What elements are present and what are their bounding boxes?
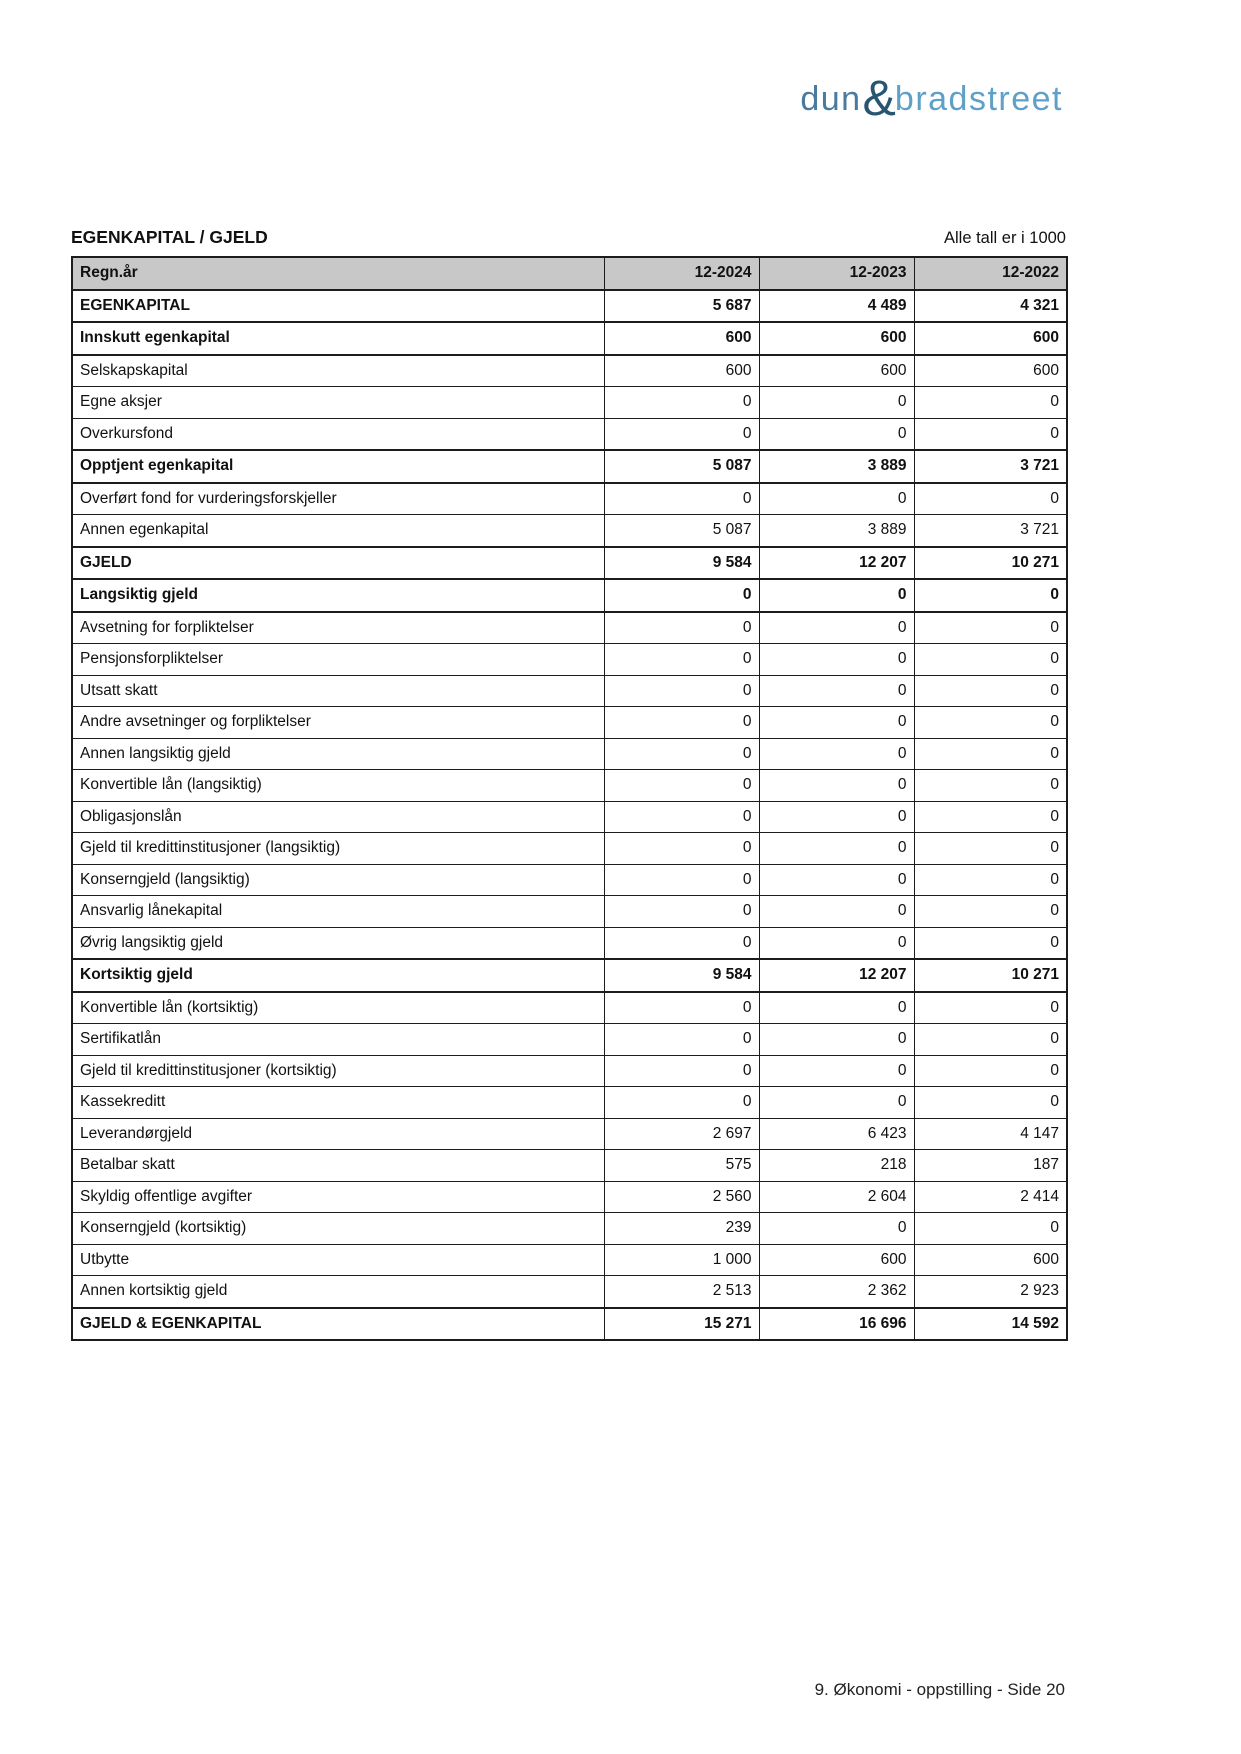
row-label: Leverandørgjeld	[72, 1118, 604, 1150]
row-value: 2 923	[914, 1276, 1067, 1308]
row-value: 1 000	[604, 1244, 759, 1276]
row-value: 0	[759, 927, 914, 959]
row-value: 0	[759, 675, 914, 707]
row-value: 5 687	[604, 290, 759, 323]
row-value: 0	[759, 770, 914, 802]
row-value: 0	[759, 1024, 914, 1056]
row-value: 2 513	[604, 1276, 759, 1308]
row-label: Konserngjeld (langsiktig)	[72, 864, 604, 896]
table-row	[72, 738, 1067, 770]
table-body	[72, 290, 1067, 1341]
table-row	[72, 1308, 1067, 1341]
row-value: 2 604	[759, 1181, 914, 1213]
row-value: 15 271	[604, 1308, 759, 1341]
row-label: Ansvarlig lånekapital	[72, 896, 604, 928]
row-value: 0	[914, 418, 1067, 450]
table-row	[72, 833, 1067, 865]
row-value: 0	[914, 992, 1067, 1024]
table-row	[72, 1055, 1067, 1087]
row-label: Kortsiktig gjeld	[72, 959, 604, 992]
row-value: 0	[604, 1055, 759, 1087]
row-value: 0	[914, 644, 1067, 676]
row-label: Innskutt egenkapital	[72, 322, 604, 355]
row-value: 0	[759, 992, 914, 1024]
row-value: 0	[759, 864, 914, 896]
column-header-12-2023: 12-2023	[759, 257, 914, 290]
row-value: 6 423	[759, 1118, 914, 1150]
table-row	[72, 644, 1067, 676]
column-header-12-2024: 12-2024	[604, 257, 759, 290]
units-note: Alle tall er i 1000	[944, 229, 1066, 247]
row-value: 600	[914, 1244, 1067, 1276]
table-row	[72, 387, 1067, 419]
row-value: 0	[759, 833, 914, 865]
table-row	[72, 1150, 1067, 1182]
row-value: 0	[759, 738, 914, 770]
row-label: Opptjent egenkapital	[72, 450, 604, 483]
row-value: 600	[914, 355, 1067, 387]
row-label: Andre avsetninger og forpliktelser	[72, 707, 604, 739]
table-row	[72, 1087, 1067, 1119]
row-value: 0	[759, 1213, 914, 1245]
row-value: 14 592	[914, 1308, 1067, 1341]
row-value: 5 087	[604, 450, 759, 483]
logo-text-bradstreet: bradstreet	[894, 80, 1063, 118]
logo-ampersand-icon: &	[862, 70, 896, 126]
table-row	[72, 355, 1067, 387]
row-value: 0	[914, 1024, 1067, 1056]
row-value: 5 087	[604, 515, 759, 547]
row-value: 0	[914, 770, 1067, 802]
row-value: 0	[604, 864, 759, 896]
row-value: 0	[604, 801, 759, 833]
row-label: Utbytte	[72, 1244, 604, 1276]
row-label: Utsatt skatt	[72, 675, 604, 707]
row-value: 0	[914, 1087, 1067, 1119]
row-value: 2 560	[604, 1181, 759, 1213]
table-row	[72, 1244, 1067, 1276]
row-value: 2 414	[914, 1181, 1067, 1213]
row-label: Kassekreditt	[72, 1087, 604, 1119]
table-row	[72, 801, 1067, 833]
row-label: Annen egenkapital	[72, 515, 604, 547]
row-value: 10 271	[914, 959, 1067, 992]
row-label: Overført fond for vurderingsforskjeller	[72, 483, 604, 515]
row-value: 4 489	[759, 290, 914, 323]
row-value: 0	[604, 483, 759, 515]
row-label: Konvertible lån (kortsiktig)	[72, 992, 604, 1024]
row-value: 0	[604, 833, 759, 865]
row-value: 4 321	[914, 290, 1067, 323]
table-row	[72, 515, 1067, 547]
row-value: 0	[914, 833, 1067, 865]
row-value: 0	[604, 738, 759, 770]
row-label: Konvertible lån (langsiktig)	[72, 770, 604, 802]
row-value: 0	[759, 1055, 914, 1087]
row-value: 575	[604, 1150, 759, 1182]
row-label: Pensjonsforpliktelser	[72, 644, 604, 676]
row-value: 2 362	[759, 1276, 914, 1308]
table-row	[72, 1213, 1067, 1245]
row-value: 0	[604, 579, 759, 612]
row-label: Egne aksjer	[72, 387, 604, 419]
table-row	[72, 290, 1067, 323]
table-row	[72, 1024, 1067, 1056]
row-value: 600	[759, 1244, 914, 1276]
row-value: 0	[604, 896, 759, 928]
row-value: 0	[914, 579, 1067, 612]
row-label: Annen kortsiktig gjeld	[72, 1276, 604, 1308]
table-row	[72, 1181, 1067, 1213]
row-value: 0	[914, 483, 1067, 515]
table-row	[72, 612, 1067, 644]
row-label: Overkursfond	[72, 418, 604, 450]
row-value: 218	[759, 1150, 914, 1182]
row-value: 9 584	[604, 959, 759, 992]
row-value: 3 721	[914, 515, 1067, 547]
row-value: 0	[604, 770, 759, 802]
row-value: 0	[914, 707, 1067, 739]
row-value: 0	[914, 675, 1067, 707]
row-value: 3 721	[914, 450, 1067, 483]
row-value: 0	[914, 1055, 1067, 1087]
table-row	[72, 450, 1067, 483]
column-header-regnaar: Regn.år	[72, 257, 604, 290]
table-row	[72, 864, 1067, 896]
row-label: Annen langsiktig gjeld	[72, 738, 604, 770]
table-row	[72, 927, 1067, 959]
table-row	[72, 675, 1067, 707]
row-value: 600	[759, 355, 914, 387]
row-value: 0	[759, 707, 914, 739]
row-value: 12 207	[759, 959, 914, 992]
table-row	[72, 770, 1067, 802]
row-label: Obligasjonslån	[72, 801, 604, 833]
row-value: 0	[604, 992, 759, 1024]
row-value: 600	[604, 355, 759, 387]
table-row	[72, 322, 1067, 355]
row-value: 0	[914, 612, 1067, 644]
row-value: 0	[604, 387, 759, 419]
row-value: 0	[914, 1213, 1067, 1245]
section-header	[71, 227, 1066, 248]
row-value: 239	[604, 1213, 759, 1245]
table-row	[72, 992, 1067, 1024]
dun-bradstreet-logo	[800, 68, 1063, 126]
row-value: 4 147	[914, 1118, 1067, 1150]
logo-text-dun: dun	[800, 80, 862, 118]
row-value: 0	[604, 675, 759, 707]
table-row	[72, 707, 1067, 739]
row-value: 16 696	[759, 1308, 914, 1341]
row-value: 0	[604, 1024, 759, 1056]
row-value: 0	[914, 387, 1067, 419]
row-label: Gjeld til kredittinstitusjoner (langsiktig)	[72, 833, 604, 865]
row-value: 0	[759, 387, 914, 419]
table-row	[72, 896, 1067, 928]
row-value: 600	[914, 322, 1067, 355]
row-label: GJELD & EGENKAPITAL	[72, 1308, 604, 1341]
row-label: Øvrig langsiktig gjeld	[72, 927, 604, 959]
row-value: 0	[759, 1087, 914, 1119]
row-value: 0	[604, 612, 759, 644]
row-label: Konserngjeld (kortsiktig)	[72, 1213, 604, 1245]
row-value: 0	[914, 738, 1067, 770]
table-row	[72, 959, 1067, 992]
row-label: Langsiktig gjeld	[72, 579, 604, 612]
row-value: 0	[604, 927, 759, 959]
table-row	[72, 1276, 1067, 1308]
row-value: 0	[759, 801, 914, 833]
page-footer: 9. Økonomi - oppstilling - Side 20	[814, 1680, 1065, 1699]
row-value: 0	[604, 1087, 759, 1119]
row-value: 0	[759, 579, 914, 612]
row-value: 187	[914, 1150, 1067, 1182]
table-row	[72, 547, 1067, 580]
row-value: 0	[604, 418, 759, 450]
row-label: EGENKAPITAL	[72, 290, 604, 323]
row-label: Skyldig offentlige avgifter	[72, 1181, 604, 1213]
page-title: EGENKAPITAL / GJELD	[71, 227, 268, 247]
table-header-row	[72, 257, 1067, 290]
row-label: Avsetning for forpliktelser	[72, 612, 604, 644]
table-row	[72, 418, 1067, 450]
row-value: 12 207	[759, 547, 914, 580]
row-value: 9 584	[604, 547, 759, 580]
row-value: 0	[914, 801, 1067, 833]
row-value: 0	[914, 896, 1067, 928]
row-value: 0	[604, 707, 759, 739]
row-value: 600	[604, 322, 759, 355]
row-value: 3 889	[759, 515, 914, 547]
row-value: 10 271	[914, 547, 1067, 580]
row-value: 0	[914, 864, 1067, 896]
table-row	[72, 483, 1067, 515]
row-label: GJELD	[72, 547, 604, 580]
row-value: 2 697	[604, 1118, 759, 1150]
row-value: 600	[759, 322, 914, 355]
row-label: Selskapskapital	[72, 355, 604, 387]
column-header-12-2022: 12-2022	[914, 257, 1067, 290]
row-label: Betalbar skatt	[72, 1150, 604, 1182]
row-label: Sertifikatlån	[72, 1024, 604, 1056]
row-value: 0	[759, 418, 914, 450]
table-row	[72, 579, 1067, 612]
balance-sheet-table	[71, 256, 1068, 1341]
row-value: 0	[914, 927, 1067, 959]
row-value: 3 889	[759, 450, 914, 483]
row-value: 0	[759, 483, 914, 515]
row-value: 0	[604, 644, 759, 676]
row-value: 0	[759, 896, 914, 928]
table-row	[72, 1118, 1067, 1150]
row-value: 0	[759, 644, 914, 676]
row-value: 0	[759, 612, 914, 644]
row-label: Gjeld til kredittinstitusjoner (kortsiktig)	[72, 1055, 604, 1087]
